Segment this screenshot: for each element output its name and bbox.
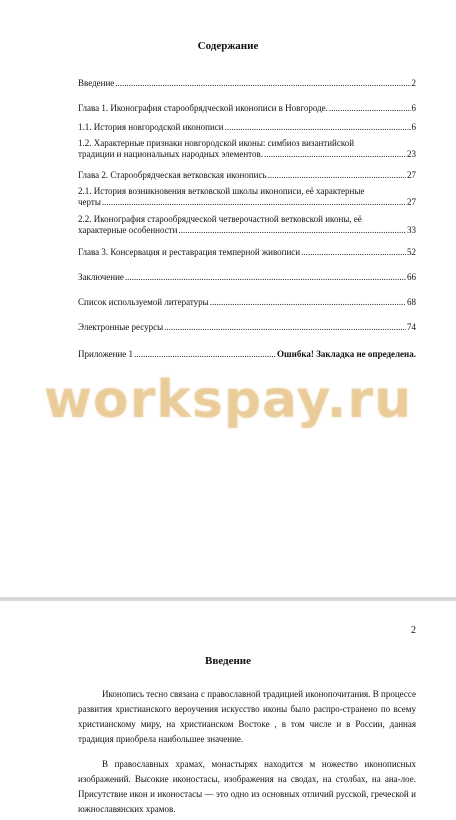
toc-entry[interactable]: 2.1. История возникновения ветковской школы иконописи, её характерные черты ..... 27 [78, 186, 416, 208]
toc-entry[interactable]: Глава 1. Иконография старообрядческой иконописи в Новгороде. ..... 6 [78, 103, 416, 114]
toc-entry[interactable]: Заключение ..... 66 [78, 272, 416, 283]
section-title: Введение [204, 655, 252, 667]
toc-entry[interactable]: Глава 3. Консервация и реставрация темперной живописи ..... 52 [78, 247, 416, 258]
toc-entry[interactable]: Глава 2. Старообрядческая ветковская иконопись ..... 27 [78, 170, 416, 181]
toc-entry[interactable]: 1.1. История новгородской иконописи ..... 6 [78, 122, 416, 133]
page-number: 2 [411, 625, 416, 636]
paragraph: Иконопись тесно связана с православной традицией иконопочитания. В процессе развития христианского вероучения искусство иконы было распро-странено по всему христианскому миру, на христианском Востоке , в том числе и в России, данная традиция приобрела наибольшее значение. [78, 689, 416, 744]
toc-entry[interactable]: Список используемой литературы ..... 68 [78, 297, 416, 308]
document-page-2 [0, 601, 456, 820]
toc-entry[interactable]: Введение ..... 2 [78, 78, 416, 89]
toc-entry[interactable]: 1.2. Характерные признаки новгородской иконы: симбиоз византийской традиции и национальных народных элементов. ..... 23 [78, 138, 416, 160]
bookmark-error: Ошибка! Закладка не определена. [277, 349, 416, 359]
toc-entry[interactable]: Электронные ресурсы ..... 74 [78, 322, 416, 333]
paragraph: В православных храмах, монастырях находится м ножество иконописных изображений. Высокие иконостасы, изображения на сводах, на столбах, на ана-лое. Присутствие икон и иконостасы — это одно из основных отличий русской, греческой и южнославянских храмов. [78, 759, 416, 814]
watermark: workspay.ru [43, 370, 413, 430]
toc-entry-appendix[interactable]: Приложение 1 ..... Ошибка! Закладка не определена. [78, 349, 416, 360]
toc-entry[interactable]: 2.2. Иконография старообрядческой четверочастной ветковской иконы, её характерные особенности ..... 33 [78, 214, 416, 236]
toc-title: Содержание [197, 40, 259, 52]
